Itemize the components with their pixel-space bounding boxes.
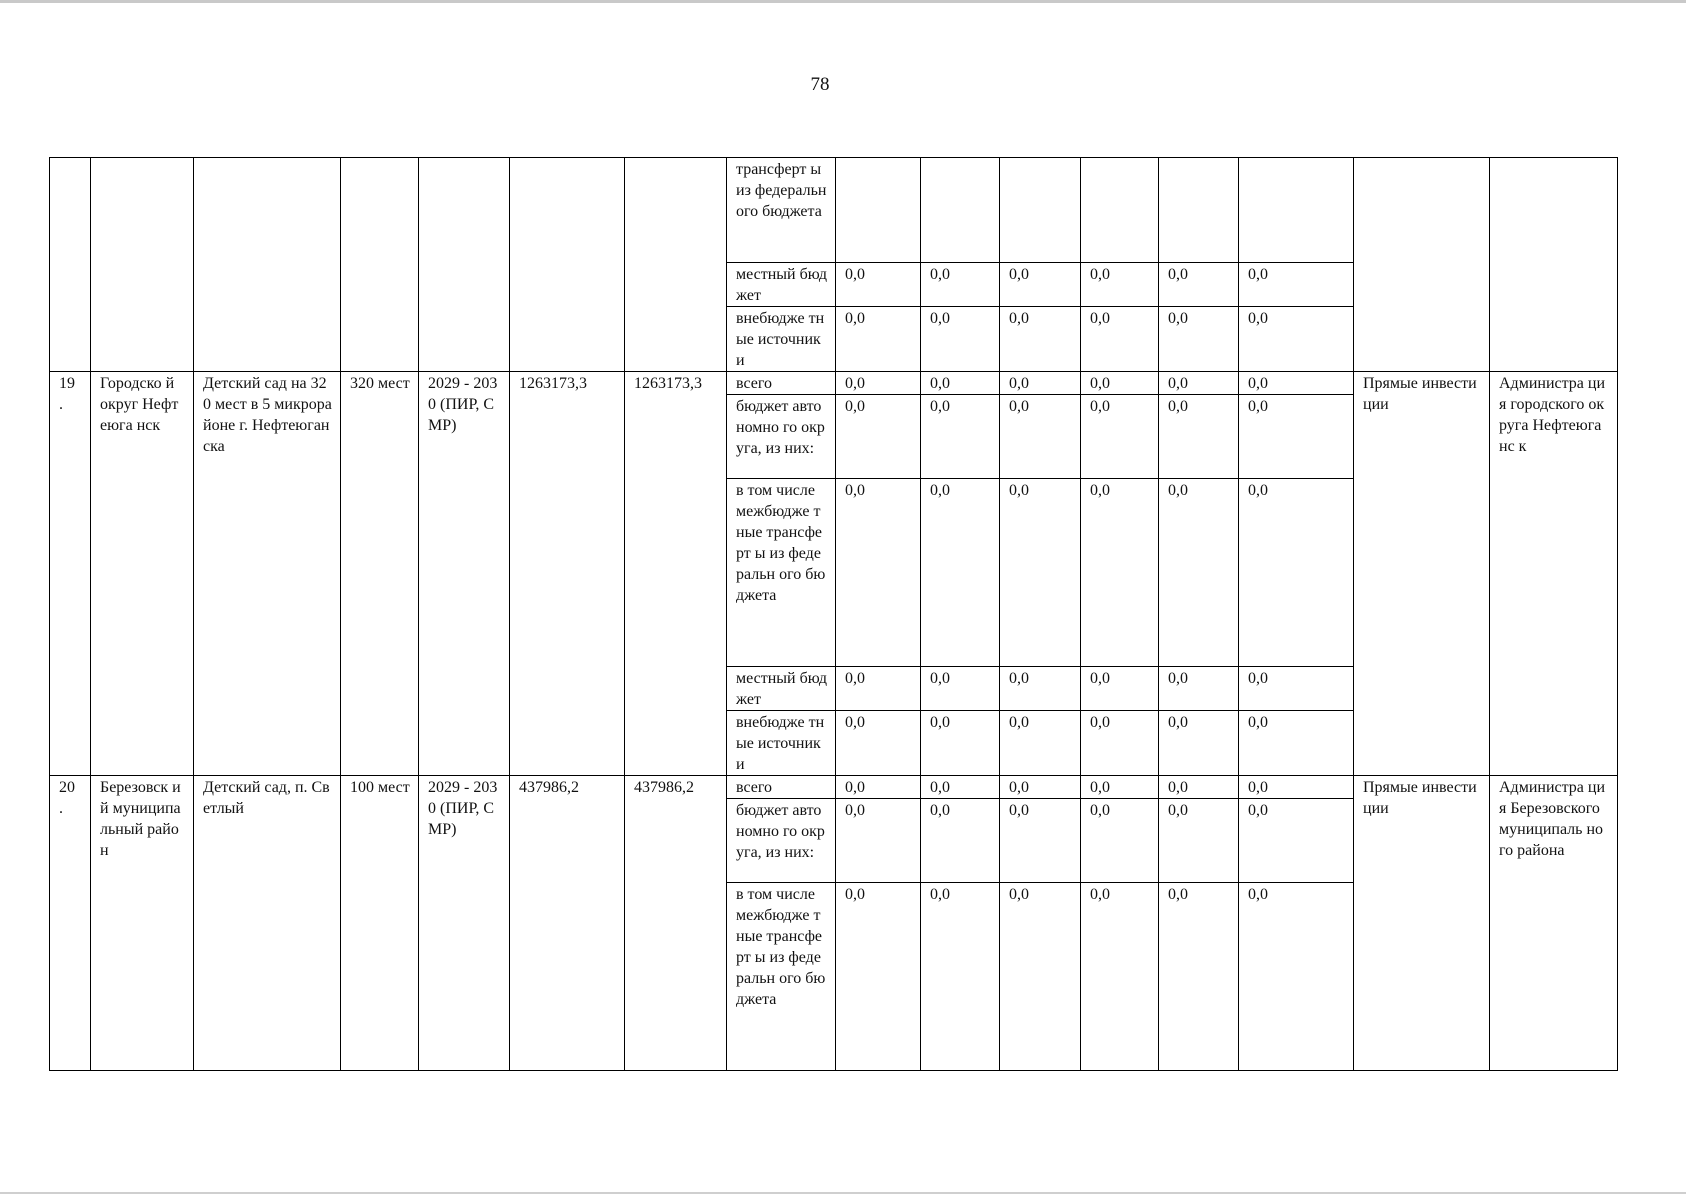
value-cell: 0,0 <box>1000 776 1081 799</box>
cont-blank-cost-total <box>510 158 625 372</box>
value-cell: 0,0 <box>836 372 921 395</box>
value-cell: 0,0 <box>836 883 921 1071</box>
value-cell <box>1081 158 1159 263</box>
value-cell: 0,0 <box>1159 372 1239 395</box>
value-cell: 0,0 <box>836 263 921 307</box>
table-row <box>50 776 1618 799</box>
funding-source: трансферт ы из федеральн ого бюджета <box>727 158 836 263</box>
value-cell: 0,0 <box>1000 711 1081 776</box>
table-row <box>50 372 1618 395</box>
funding-mechanism: Прямые инвестиции <box>1354 372 1490 776</box>
value-cell: 0,0 <box>921 479 1000 667</box>
object-name: Детский сад на 320 мест в 5 микрорайоне г. Нефтеюганска <box>194 372 341 776</box>
value-cell: 0,0 <box>1159 711 1239 776</box>
funding-mechanism: Прямые инвестиции <box>1354 776 1490 1071</box>
capacity: 100 мест <box>341 776 419 1071</box>
scan-edge-top <box>0 0 1686 3</box>
cont-blank-municipality <box>91 158 194 372</box>
value-cell: 0,0 <box>1081 883 1159 1071</box>
funding-source: внебюдже тные источники <box>727 711 836 776</box>
cost-total: 1263173,3 <box>510 372 625 776</box>
customer: Администра ция городского округа Нефтеюганс к <box>1490 372 1618 776</box>
value-cell: 0,0 <box>836 307 921 372</box>
value-cell: 0,0 <box>1081 372 1159 395</box>
value-cell: 0,0 <box>836 799 921 883</box>
value-cell: 0,0 <box>1239 711 1354 776</box>
cont-blank-period <box>419 158 510 372</box>
period: 2029 - 2030 (ПИР, СМР) <box>419 372 510 776</box>
value-cell: 0,0 <box>1159 307 1239 372</box>
value-cell: 0,0 <box>836 395 921 479</box>
capacity: 320 мест <box>341 372 419 776</box>
cont-blank-cost-remaining <box>625 158 727 372</box>
value-cell <box>1159 158 1239 263</box>
funding-source: бюджет автономно го округа, из них: <box>727 799 836 883</box>
value-cell: 0,0 <box>921 667 1000 711</box>
value-cell <box>921 158 1000 263</box>
funding-source: бюджет автономно го округа, из них: <box>727 395 836 479</box>
value-cell: 0,0 <box>1000 372 1081 395</box>
funding-source: местный бюджет <box>727 667 836 711</box>
value-cell: 0,0 <box>921 395 1000 479</box>
value-cell: 0,0 <box>1000 883 1081 1071</box>
investment-table <box>49 157 1618 1071</box>
customer: Администра ция Березовского муниципаль ного района <box>1490 776 1618 1071</box>
value-cell: 0,0 <box>1159 395 1239 479</box>
funding-source: местный бюджет <box>727 263 836 307</box>
value-cell: 0,0 <box>1239 395 1354 479</box>
value-cell: 0,0 <box>1081 776 1159 799</box>
cont-blank-object <box>194 158 341 372</box>
funding-source: в том числе межбюдже тные трансферт ы из федеральн ого бюджета <box>727 479 836 667</box>
value-cell: 0,0 <box>1000 395 1081 479</box>
value-cell: 0,0 <box>1000 479 1081 667</box>
value-cell: 0,0 <box>836 667 921 711</box>
value-cell: 0,0 <box>1081 479 1159 667</box>
entry-number: 20 . <box>50 776 91 1071</box>
cont-blank-customer <box>1490 158 1618 372</box>
value-cell: 0,0 <box>921 307 1000 372</box>
value-cell: 0,0 <box>921 883 1000 1071</box>
municipality: Городско й округ Нефтеюга нск <box>91 372 194 776</box>
funding-source: в том числе межбюдже тные трансферт ы из федеральн ого бюджета <box>727 883 836 1071</box>
value-cell: 0,0 <box>1239 883 1354 1071</box>
value-cell: 0,0 <box>1081 711 1159 776</box>
cont-blank-capacity <box>341 158 419 372</box>
page-number: 78 <box>810 74 830 95</box>
value-cell: 0,0 <box>836 776 921 799</box>
scan-edge-bottom <box>0 1192 1686 1194</box>
value-cell: 0,0 <box>1000 263 1081 307</box>
value-cell: 0,0 <box>1000 799 1081 883</box>
municipality: Березовск ий муниципа льный район <box>91 776 194 1071</box>
value-cell <box>836 158 921 263</box>
value-cell: 0,0 <box>921 263 1000 307</box>
value-cell: 0,0 <box>1159 263 1239 307</box>
cost-total: 437986,2 <box>510 776 625 1071</box>
continuation-row <box>50 158 1618 263</box>
value-cell: 0,0 <box>1159 667 1239 711</box>
value-cell: 0,0 <box>921 711 1000 776</box>
value-cell: 0,0 <box>1239 799 1354 883</box>
value-cell: 0,0 <box>1159 799 1239 883</box>
value-cell: 0,0 <box>1081 307 1159 372</box>
value-cell: 0,0 <box>1239 479 1354 667</box>
value-cell: 0,0 <box>836 711 921 776</box>
value-cell: 0,0 <box>836 479 921 667</box>
value-cell: 0,0 <box>1159 776 1239 799</box>
value-cell: 0,0 <box>921 799 1000 883</box>
cont-blank-mechanism <box>1354 158 1490 372</box>
funding-source: всего <box>727 776 836 799</box>
value-cell: 0,0 <box>1081 395 1159 479</box>
funding-source: внебюдже тные источники <box>727 307 836 372</box>
value-cell: 0,0 <box>1000 667 1081 711</box>
value-cell: 0,0 <box>1081 799 1159 883</box>
cost-remaining: 1263173,3 <box>625 372 727 776</box>
value-cell: 0,0 <box>1239 307 1354 372</box>
value-cell: 0,0 <box>1081 667 1159 711</box>
value-cell <box>1000 158 1081 263</box>
funding-source: всего <box>727 372 836 395</box>
value-cell: 0,0 <box>921 372 1000 395</box>
value-cell <box>1239 158 1354 263</box>
value-cell: 0,0 <box>1159 883 1239 1071</box>
object-name: Детский сад, п. Светлый <box>194 776 341 1071</box>
value-cell: 0,0 <box>1239 372 1354 395</box>
value-cell: 0,0 <box>1239 667 1354 711</box>
cont-blank-num <box>50 158 91 372</box>
value-cell: 0,0 <box>1000 307 1081 372</box>
value-cell: 0,0 <box>1159 479 1239 667</box>
value-cell: 0,0 <box>1239 263 1354 307</box>
cost-remaining: 437986,2 <box>625 776 727 1071</box>
value-cell: 0,0 <box>1081 263 1159 307</box>
value-cell: 0,0 <box>921 776 1000 799</box>
entry-number: 19 . <box>50 372 91 776</box>
period: 2029 - 2030 (ПИР, СМР) <box>419 776 510 1071</box>
value-cell: 0,0 <box>1239 776 1354 799</box>
